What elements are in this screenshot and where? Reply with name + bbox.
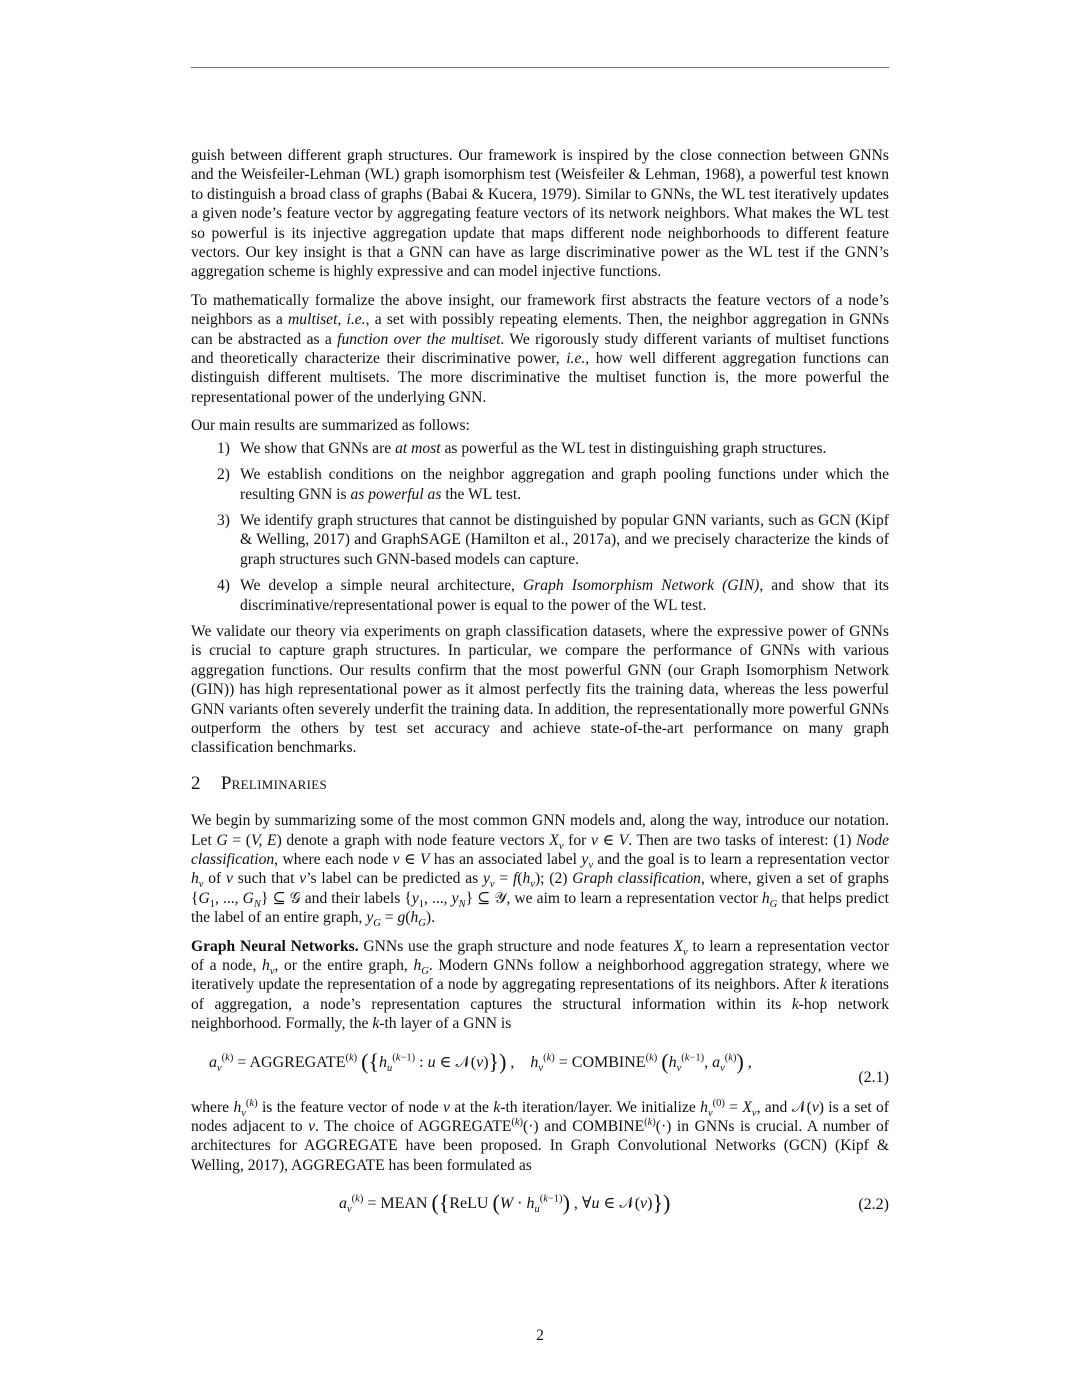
equation-number: (2.1) xyxy=(858,1068,889,1086)
page-number: 2 xyxy=(536,1327,544,1344)
header-rule xyxy=(191,67,889,68)
section-heading xyxy=(191,774,889,793)
equation-2-2: $a_v^{(k)}$ = MEAN ({ReLU $(W \cdot h_u^{(k-1)})$ , ∀u ∈ 𝒩(v)}) (2.2) xyxy=(339,1190,889,1216)
paragraph-main-results: Our main results are summarized as follows: xyxy=(191,417,470,435)
paragraph-after-equation: where $h_v^{(k)}$ is the feature vector of node v at the k-th iteration/layer. We initialize $h_v^{(0)} = X_v$, and 𝒩(v) is a set of nodes adjacent to v. The choice of $AGGREGATE^{(k)}(\cdot)$ and $COMBINE^{(k)}(\cdot)$ in GNNs is crucial. A number of architectures for AGGREGATE have been proposed. In Graph Convolutional Networks (GCN) (Kipf & Welling, 2017), AGGREGATE has been formulated as xyxy=(191,1097,889,1174)
equation-number: (2.2) xyxy=(858,1196,889,1214)
paragraph-intro-continued: guish between different graph structures. Our framework is inspired by the close connection between GNNs and the Weisfeiler-Lehman (WL) graph isomorphism test (Weisfeiler & Lehman, 1968), a powerful test known to distinguish a broad class of graphs (Babai & Kucera, 1979). Similar to GNNs, the WL test iteratively updates a given node’s feature vector by aggregating feature vectors of its network neighbors. What makes the WL test so powerful is its injective aggregation update that maps different node neighborhoods to different feature vectors. Our key insight is that a GNN can have as large discriminative power as the WL test if the GNN’s aggregation scheme is highly expressive and can model injective functions. xyxy=(191,147,889,281)
paragraph-gnn: Graph Neural Networks. GNNs use the graph structure and node features $X_v$ to learn a representation vector of a node, $h_v$, or the entire graph, $h_G$. Modern GNNs follow a neighborhood aggregation strategy, where we iteratively update the representation of a node by aggregating representations of its neighbors. After k iterations of aggregation, a node’s representation captures the structural information within its k-hop network neighborhood. Formally, the k-th layer of a GNN is xyxy=(191,937,890,1033)
paragraph-multiset: To mathematically formalize the above insight, our framework first abstracts the feature vectors of a node’s neighbors as a multiset, i.e., a set with possibly repeating elements. Then, the neighbor aggregation in GNNs can be abstracted as a function over the multiset. We rigorously study different variants of multiset functions and theoretically characterize their discriminative power, i.e., how well different aggregation functions can distinguish different multisets. The more discriminative the multiset function is, the more powerful the representational power of the underlying GNN. xyxy=(191,291,890,406)
section-title: Preliminaries xyxy=(220,772,327,794)
list-item: 4) We develop a simple neural architecture, Graph Isomorphism Network (GIN), and show that its discriminative/representational power is equal to the power of the WL test. xyxy=(217,577,889,614)
list-item: 1) We show that GNNs are at most as powerful as the WL test in distinguishing graph structures. xyxy=(217,439,827,457)
paragraph-heading: Graph Neural Networks. xyxy=(191,937,359,955)
paragraph-validation: We validate our theory via experiments on graph classification datasets, where the expressive power of GNNs is crucial to capture graph structures. In particular, we compare the performance of GNNs with various aggregation functions. Our results confirm that the most powerful GNN (our Graph Isomorphism Network (GIN)) has high representational power as it almost perfectly fits the training data, whereas the less powerful GNN variants often severely underfit the training data. In addition, the representationally more powerful GNNs outperform the others by test set accuracy and achieve state-of-the-art performance on many graph classification benchmarks. xyxy=(191,622,889,757)
paragraph-preliminaries: We begin by summarizing some of the most common GNN models and, along the way, introduce our notation. Let G = (V, E) denote a graph with node feature vectors $X_v$ for v ∈ V. Then are two tasks of interest: (1) Node classification, where each node v ∈ V has an associated label $y_v$ and the goal is to learn a representation vector $h_v$ of v such that v’s label can be predicted as $y_v = f(h_v)$; (2) Graph classification, where, given a set of graphs {$G_1$, ..., $G_N$} ⊆ 𝒢 and their labels {$y_1$, ..., $y_N$} ⊆ 𝒴, we aim to learn a representation vector $h_G$ that helps predict the label of an entire graph, $y_G = g(h_G)$. xyxy=(191,812,890,930)
results-list xyxy=(191,439,889,615)
section-number: 2 xyxy=(191,772,201,794)
equation-2-1: $a_v^{(k)}$ = $AGGREGATE^{(k)}$ ({$h_u^{(k-1)}$ : u ∈ 𝒩(v)}) , $h_v^{(k)}$ = $COMBINE^{(k)}$ ($h_v^{(k-1)}$, $a_v^{(k)}$) , (2.1) xyxy=(209,1048,889,1086)
page-body xyxy=(191,146,889,1225)
list-item: 2) We establish conditions on the neighbor aggregation and graph pooling functions under which the resulting GNN is as powerful as the WL test. xyxy=(217,466,889,503)
list-item: 3) We identify graph structures that cannot be distinguished by popular GNN variants, such as GCN (Kipf & Welling, 2017) and GraphSAGE (Hamilton et al., 2017a), and we precisely characterize the kinds of graph structures such GNN-based models can capture. xyxy=(217,511,889,568)
